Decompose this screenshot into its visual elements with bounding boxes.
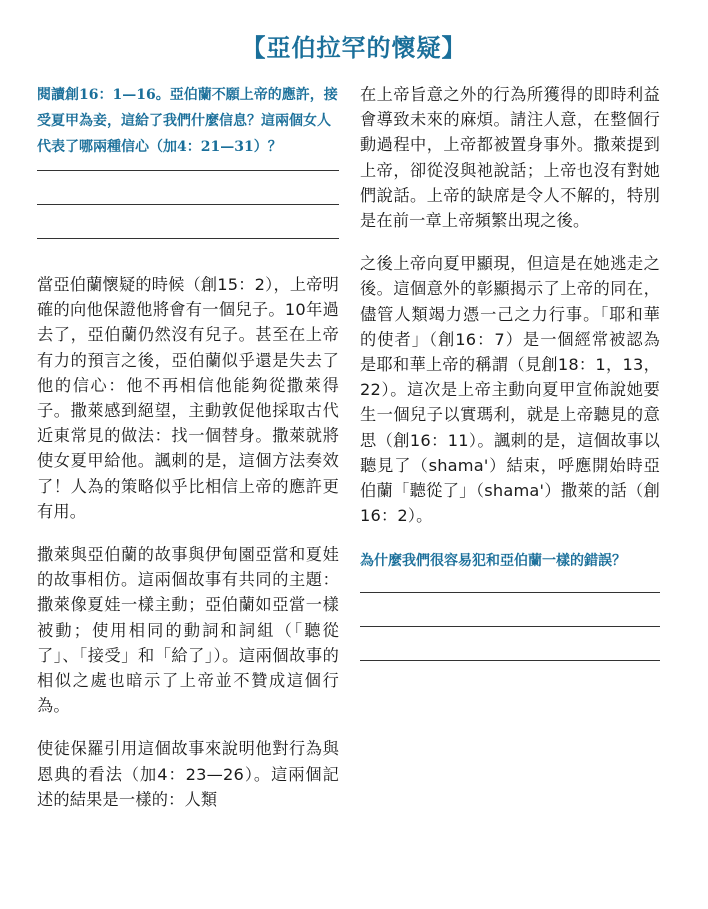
right-column bbox=[360, 82, 660, 694]
body-paragraph: 撒萊與亞伯蘭的故事與伊甸園亞當和夏娃的故事相仿。這兩個故事有共同的主題：撒萊像夏娃一樣主動；亞伯蘭如亞當一樣被動；使用相同的動詞和詞組（「聽從了」、「接受」和「給了」）。這兩個故事的相似之處也暗示了上帝並不贊成這個行為。 bbox=[37, 545, 339, 716]
page-title: 【亞伯拉罕的懷疑】 bbox=[241, 33, 467, 62]
left-column bbox=[37, 82, 339, 830]
body-paragraph: 當亞伯蘭懷疑的時候（創15：2），上帝明確的向他保證他將會有一個兒子。10年過去了，亞伯蘭仍然沒有兒子。甚至在上帝有力的預言之後，亞伯蘭似乎還是失去了他的信心：他不再相信他能夠從撒萊得子。撒萊感到絕望，主動敦促他採取古代近東常見的做法：找一個替身。撒萊就將使女夏甲給他。諷刺的是，這個方法奏效了！人為的策略似乎比相信上帝的應許更有用。 bbox=[37, 275, 339, 521]
body-paragraph: 使徒保羅引用這個故事來說明他對行為與恩典的看法（加4：23—26）。這兩個記述的結果是一樣的：人類 bbox=[37, 739, 339, 809]
answer-line[interactable] bbox=[360, 592, 660, 593]
answer-line[interactable] bbox=[37, 238, 339, 239]
body-paragraph: 之後上帝向夏甲顯現，但這是在她逃走之後。這個意外的彰顯揭示了上帝的同在，儘管人類竭力憑一己之力行事。「耶和華的使者」（創16：7）是一個經常被認為是耶和華上帝的稱謂（見創18：1，13，22）。這次是上帝主動向夏甲宣佈說她要生一個兒子以實瑪利，就是上帝聽見的意思（創16：11）。諷刺的是，這個故事以聽見了（shama'）結束，呼應開始時亞伯蘭「聽從了」（shama'）撒萊的話（創16：2）。 bbox=[360, 254, 660, 526]
body-paragraph: 在上帝旨意之外的行為所獲得的即時利益會導致未來的麻煩。請注人意，在整個行動過程中，上帝都被置身事外。撒萊提到上帝，卻從沒與祂說話；上帝也沒有對她們說話。上帝的缺席是令人不解的，特別是在前一章上帝頻繁出現之後。 bbox=[360, 85, 660, 231]
answer-line[interactable] bbox=[37, 204, 339, 205]
reflection-question: 為什麼我們很容易犯和亞伯蘭一樣的錯誤？ bbox=[360, 553, 626, 570]
answer-lines bbox=[37, 170, 339, 239]
answer-line[interactable] bbox=[360, 660, 660, 661]
answer-line[interactable] bbox=[37, 170, 339, 171]
answer-lines bbox=[360, 592, 660, 661]
answer-line[interactable] bbox=[360, 626, 660, 627]
study-question: 閱讀創16：1—16。亞伯蘭不願上帝的應許，接受夏甲為妾，這給了我們什麼信息？這兩個女人代表了哪兩種信心（加4：21—31）？ bbox=[37, 87, 338, 155]
